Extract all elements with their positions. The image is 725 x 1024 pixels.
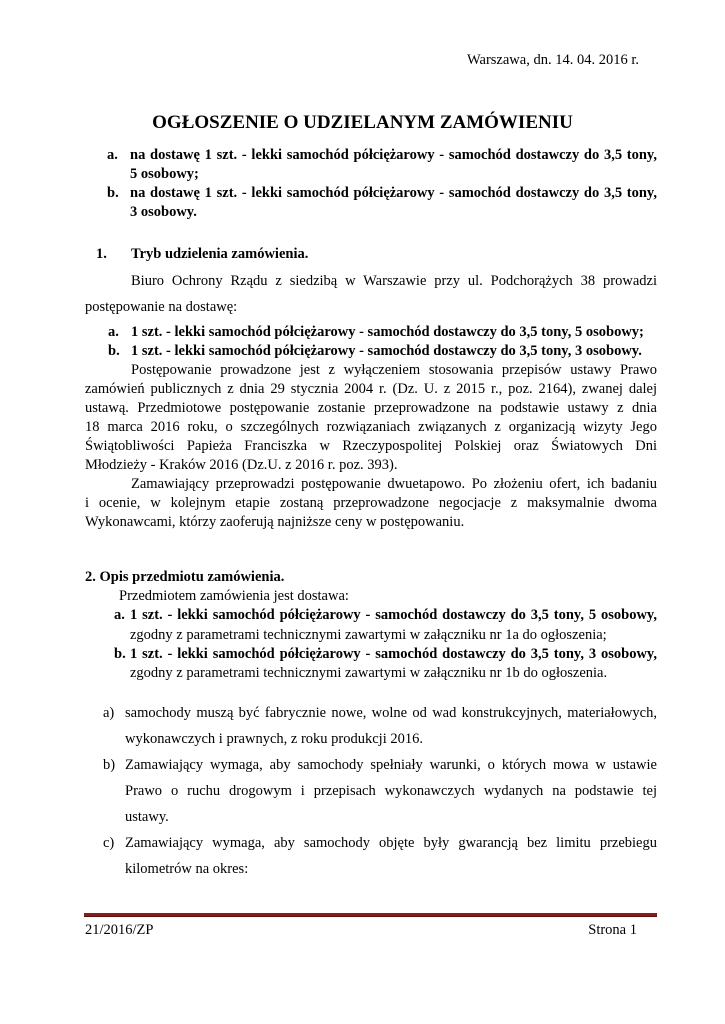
section2-intro: Przedmiotem zamówienia jest dostawa: xyxy=(119,588,349,604)
intro-b-line1: na dostawę 1 szt. - lekki samochód półciężarowy - samochód dostawczy do 3,5 tony, xyxy=(130,185,657,201)
condition-b-line1: Zamawiający wymaga, aby samochody spełniały warunki, o których mowa w ustawie xyxy=(125,757,657,773)
section1-p2-line1: Postępowanie prowadzone jest z wyłączeniem stosowania przepisów ustawy Prawo xyxy=(131,362,657,378)
section1-item-b: 1 szt. - lekki samochód półciężarowy - samochód dostawczy do 3,5 tony, 3 osobowy. xyxy=(131,343,642,359)
section1-p1-line1: Biuro Ochrony Rządu z siedzibą w Warszawie przy ul. Podchorążych 38 prowadzi xyxy=(131,273,657,289)
section2-heading: 2. Opis przedmiotu zamówienia. xyxy=(85,569,285,585)
section1-p3-line1: Zamawiający przeprowadzi postępowanie dwuetapowo. Po złożeniu ofert, ich badaniu xyxy=(131,476,657,492)
document-title: OGŁOSZENIE O UDZIELANYM ZAMÓWIENIU xyxy=(152,112,573,133)
condition-b-line3: ustawy. xyxy=(125,809,169,825)
section1-item-label-b: b. xyxy=(108,343,120,359)
intro-a-line1: na dostawę 1 szt. - lekki samochód półciężarowy - samochód dostawczy do 3,5 tony, xyxy=(130,147,657,163)
condition-label-b: b) xyxy=(103,757,116,773)
section1-p3-line2: i ocenie, w kolejnym etapie zostaną przeprowadzone negocjacje z maksymalnie dwoma xyxy=(85,495,657,511)
section2-item-a-normal: zgodny z parametrami technicznymi zawartymi w załączniku nr 1a do ogłoszenia; xyxy=(130,627,607,643)
section1-p2-line2: zamówień publicznych z dnia 29 stycznia 2004 r. (Dz. U. z 2015 r., poz. 2164), zwanej dalej xyxy=(85,381,657,397)
footer-divider xyxy=(84,913,657,917)
condition-b-line2: Prawo o ruchu drogowym i przepisach wykonawczych wydanych na podstawie tej xyxy=(125,783,657,799)
section1-p2-line3: ustawą. Przedmiotowe postępowanie zostanie przeprowadzone na podstawie ustawy z dnia xyxy=(85,400,657,416)
intro-b-line2: 3 osobowy. xyxy=(130,204,197,220)
condition-c-line2: kilometrów na okres: xyxy=(125,861,249,877)
section2-item-b-normal: zgodny z parametrami technicznymi zawartymi w załączniku nr 1b do ogłoszenia. xyxy=(130,665,608,681)
condition-a-line2: wykonawczych i prawnych, z roku produkcji 2016. xyxy=(125,731,423,747)
document-date: Warszawa, dn. 14. 04. 2016 r. xyxy=(467,52,639,68)
section1-p2-line6: Młodzieży - Kraków 2016 (Dz.U. z 2016 r. poz. 393). xyxy=(85,457,398,473)
section1-heading: Tryb udzielenia zamówienia. xyxy=(131,246,309,262)
condition-c-line1: Zamawiający wymaga, aby samochody objęte były gwarancją bez limitu przebiegu xyxy=(125,835,657,851)
condition-label-a: a) xyxy=(103,705,115,721)
section1-item-a: 1 szt. - lekki samochód półciężarowy - samochód dostawczy do 3,5 tony, 5 osobowy; xyxy=(131,324,644,340)
footer-page-number: Strona 1 xyxy=(588,922,637,938)
section1-number: 1. xyxy=(96,246,107,262)
section2-item-b-bold: 1 szt. - lekki samochód półciężarowy - samochód dostawczy do 3,5 tony, 3 osobowy, xyxy=(130,646,657,662)
section1-item-label-a: a. xyxy=(108,324,119,340)
section2-item-label-a: a. xyxy=(114,607,125,623)
section1-p2-line5: Świątobliwości Papieża Franciszka w Rzeczypospolitej Polskiej oraz Światowych Dni xyxy=(85,438,657,454)
intro-label-b: b. xyxy=(107,185,119,201)
section1-p2-line4: 18 marca 2016 roku, o szczególnych rozwiązaniach związanych z organizacją wizyty Jego xyxy=(85,419,657,435)
section2-item-label-b: b. xyxy=(114,646,126,662)
section1-p1-line2: postępowanie na dostawę: xyxy=(85,299,238,315)
section2-item-a-bold: 1 szt. - lekki samochód półciężarowy - samochód dostawczy do 3,5 tony, 5 osobowy, xyxy=(130,607,657,623)
intro-a-line2: 5 osobowy; xyxy=(130,166,199,182)
condition-label-c: c) xyxy=(103,835,115,851)
intro-label-a: a. xyxy=(107,147,118,163)
section1-p3-line3: Wykonawcami, którzy zaoferują najniższe ceny w postępowaniu. xyxy=(85,514,465,530)
condition-a-line1: samochody muszą być fabrycznie nowe, wolne od wad konstrukcyjnych, materiałowych, xyxy=(125,705,657,721)
footer-reference: 21/2016/ZP xyxy=(85,922,154,938)
